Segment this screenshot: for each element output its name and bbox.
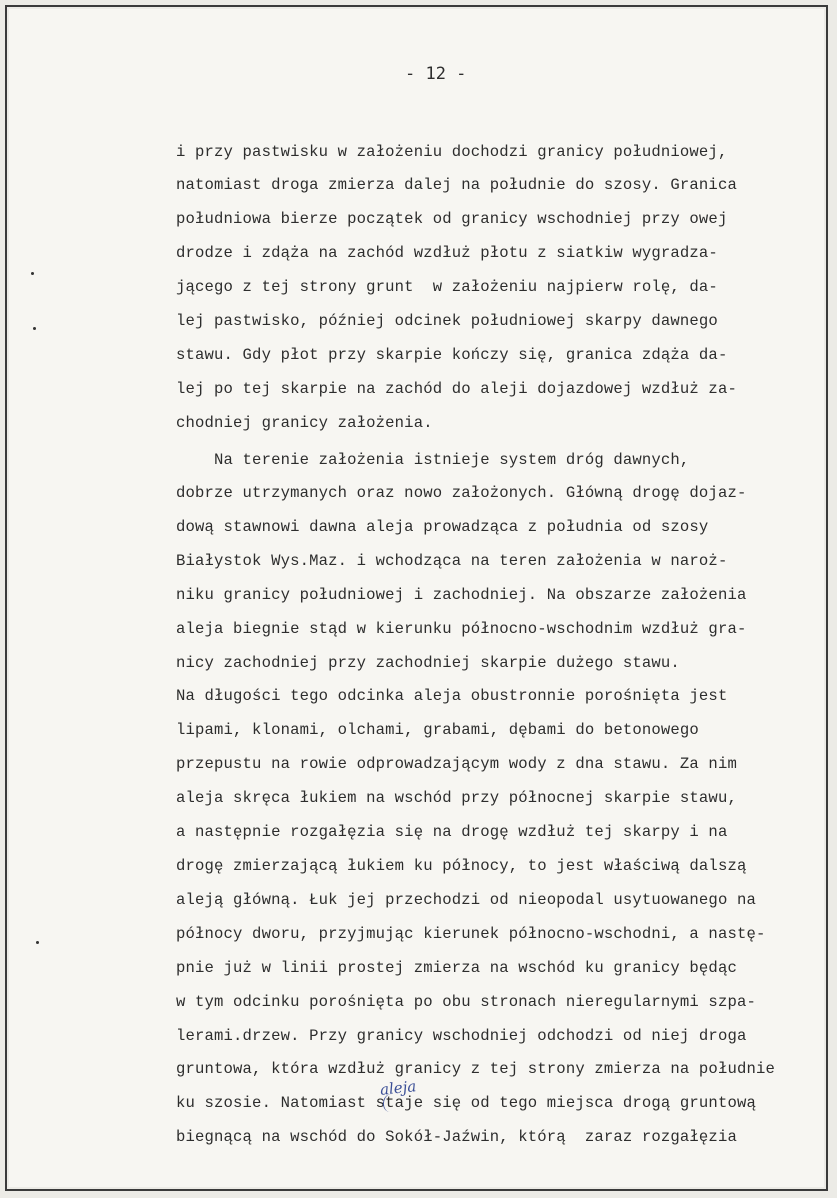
text-line: aleją główną. Łuk jej przechodzi od nieopodal usytuowanego na [176,891,756,909]
text-line: lerami.drzew. Przy granicy wschodniej odchodzi od niej droga [176,1027,747,1045]
text-line: dobrze utrzymanych oraz nowo założonych. Główną drogę dojaz- [176,484,747,502]
text-line: Białystok Wys.Maz. i wchodząca na teren założenia w naroż- [176,552,728,570]
text-line: niku granicy południowej i zachodniej. Na obszarze założenia [176,586,747,604]
text-line: dową stawnowi dawna aleja prowadząca z południa od szosy [176,518,709,536]
text-line: północy dworu, przyjmując kierunek północno-wschodni, a nastę- [176,925,766,943]
text-line: lipami, klonami, olchami, grabami, dębami do betonowego [176,721,699,739]
text-line: drodze i zdąża na zachód wzdłuż płotu z siatkiw wygradza- [176,244,718,262]
text-line: drogę zmierzającą łukiem ku północy, to jest właściwą dalszą [176,857,747,875]
text-line: stawu. Gdy płot przy skarpie kończy się, granica zdąża da- [176,346,728,364]
text-line: południowa bierze początek od granicy wschodniej przy owej [176,210,728,228]
text-line: i przy pastwisku w założeniu dochodzi granicy południowej, [176,143,728,161]
text-line: chodniej granicy założenia. [176,414,433,432]
page-number: - 12 - [405,64,467,84]
handwritten-annotation: aleja [379,1077,418,1099]
text-line: lej pastwisko, później odcinek południowej skarpy dawnego [176,312,718,330]
insertion-mark [382,1093,399,1113]
text-line: Na długości tego odcinka aleja obustronnie porośnięta jest [176,687,728,705]
text-line: Na terenie założenia istnieje system dróg dawnych, [176,451,690,469]
text-line: gruntowa, która wzdłuż granicy z tej strony zmierza na południe [176,1060,775,1078]
text-line: pnie już w linii prostej zmierza na wschód ku granicy będąc [176,959,737,977]
text-line: przepustu na rowie odprowadzającym wody z dna stawu. Za nim [176,755,737,773]
text-line: biegnącą na wschód do Sokół-Jaźwin, którą zaraz rozgałęzia [176,1128,737,1146]
text-line: jącego z tej strony grunt w założeniu najpierw rolę, da- [176,278,718,296]
text-line: nicy zachodniej przy zachodniej skarpie dużego stawu. [176,654,680,672]
text-line: w tym odcinku porośnięta po obu stronach nieregularnymi szpa- [176,993,756,1011]
text-line: aleja skręca łukiem na wschód przy północnej skarpie stawu, [176,789,737,807]
text-line: a następnie rozgałęzia się na drogę wzdłuż tej skarpy i na [176,823,728,841]
text-line: ku szosie. Natomiast staje się od tego miejsca drogą gruntową [176,1094,756,1112]
text-line: lej po tej skarpie na zachód do aleji dojazdowej wzdłuż za- [176,380,737,398]
text-line: natomiast droga zmierza dalej na południe do szosy. Granica [176,176,737,194]
text-line: aleja biegnie stąd w kierunku północno-wschodnim wzdłuż gra- [176,620,747,638]
